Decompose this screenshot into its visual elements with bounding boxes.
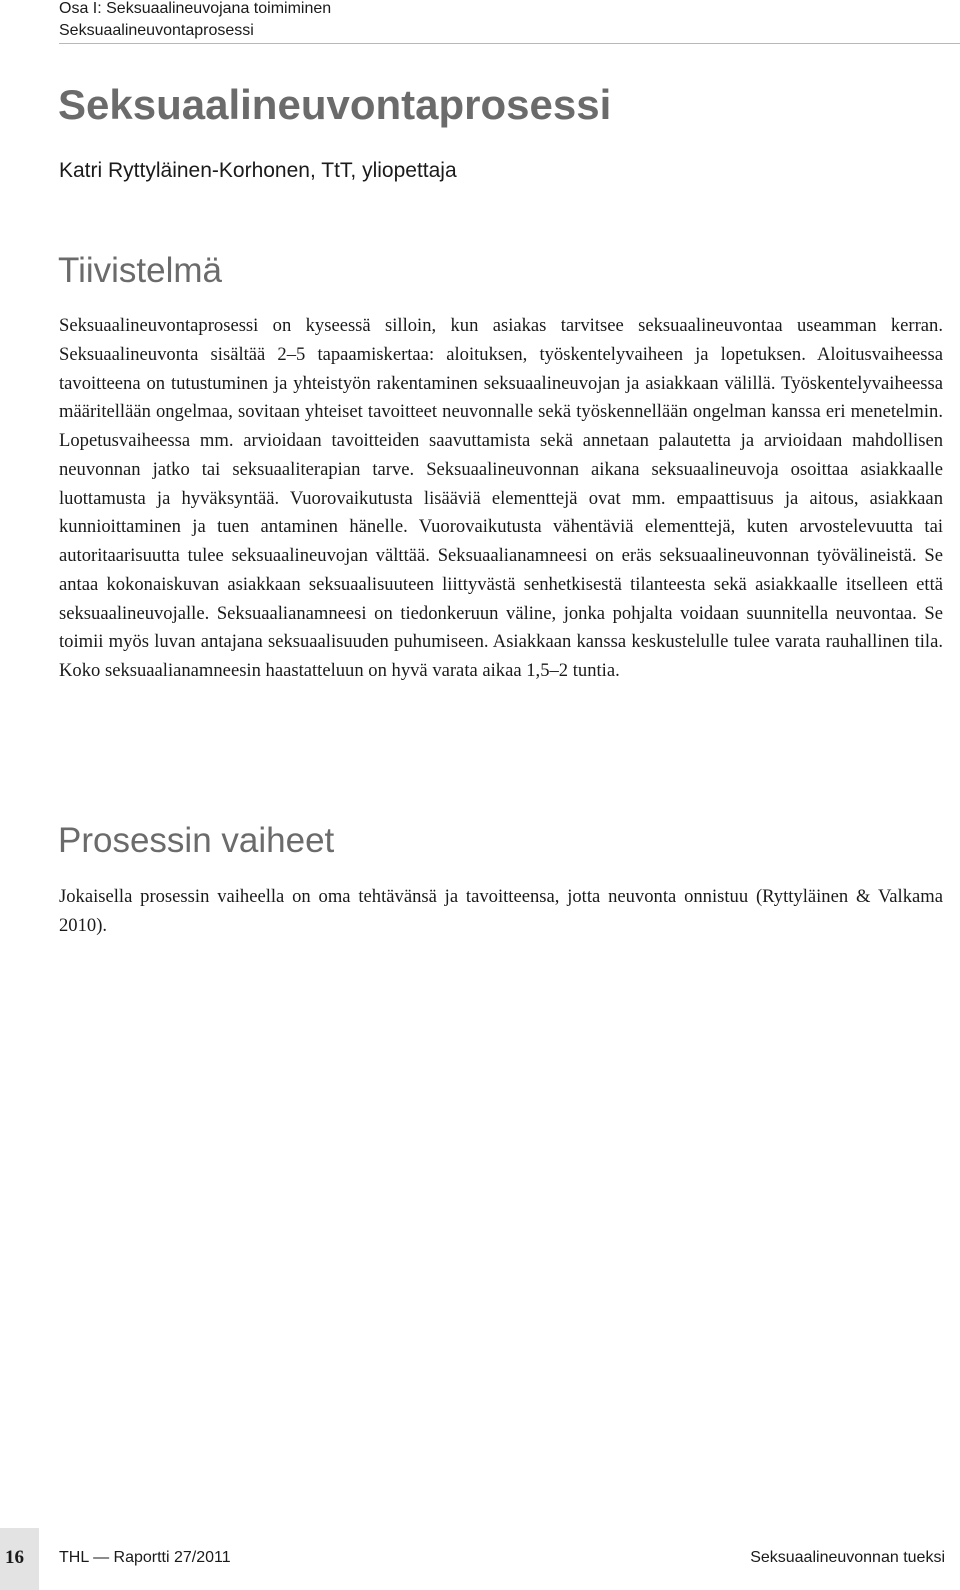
article-title: Seksuaalineuvontaprosessi: [58, 81, 612, 128]
running-header-part: Osa I: Seksuaalineuvojana toimiminen: [59, 0, 332, 17]
running-header-chapter: Seksuaalineuvontaprosessi: [59, 22, 254, 39]
section-heading-summary: Tiivistelmä: [58, 251, 222, 290]
footer-publication: THL — Raportti 27/2011: [59, 1549, 231, 1566]
section-body-process-phases: Jokaisella prosessin vaiheella on oma tehtävänsä ja tavoitteensa, jotta neuvonta onnistuu (Ryttyläinen & Valkama 2010).: [59, 886, 943, 936]
header-divider: [59, 43, 960, 44]
section-heading-process-phases: Prosessin vaiheet: [58, 821, 335, 860]
section-body-summary: Seksuaalineuvontaprosessi on kyseessä silloin, kun asiakas tarvitsee seksuaalineuvontaa useamman kerran. Seksuaalineuvonta sisältää 2–5 tapaamiskertaa: aloituksen, työskentelyvaiheen ja lopetuksen. Aloitusvaiheessa tavoitteena on tutustuminen ja yhteistyön rakentaminen seksuaalineuvojan ja asiakkaan välillä. Työskentelyvaiheessa määritellään ongelmaa, sovitaan yhteiset tavoitteet neuvonnalle sekä työskennellään ongelman kanssa eri menetelmin. Lopetusvaiheessa mm. arvioidaan tavoitteiden saavuttamista sekä annetaan palautetta ja arvioidaan mahdollisen neuvonnan jatko tai seksuaaliterapian tarve. Seksuaalineuvonnan aikana seksuaalineuvoja osoittaa asiakkaalle luottamusta ja hyväksyntää. Vuorovaikutusta lisääviä elementtejä ovat mm. empaattisuus ja aitous, asiakkaan kunnioittaminen ja tuen antaminen hänelle. Vuorovaikutusta vähentäviä elementtejä, kuten arvostelevuutta tai autoritaarisuutta tulee seksuaalineuvojan välttää. Seksuaalianamneesi on eräs seksuaalineuvonnan työvälineistä. Se antaa kokonaiskuvan asiakkaan seksuaalisuuteen liittyvästä senhetkisestä tilanteesta sekä asiakkaalle itselleen että seksuaalineuvojalle. Seksuaalianamneesi on tiedonkeruun väline, jonka pohjalta voidaan suunnitella neuvontaa. Se toimii myös luvan antajana seksuaalisuuden puhumiseen. Asiakkaan kanssa keskustelulle tulee varata rauhallinen tila. Koko seksuaalianamneesin haastatteluun on hyvä varata aikaa 1,5–2 tuntia.: [59, 315, 943, 681]
page-number: 16: [5, 1547, 24, 1568]
article-author: Katri Ryttyläinen-Korhonen, TtT, yliopettaja: [59, 159, 457, 182]
footer-book-title: Seksuaalineuvonnan tueksi: [750, 1549, 945, 1566]
